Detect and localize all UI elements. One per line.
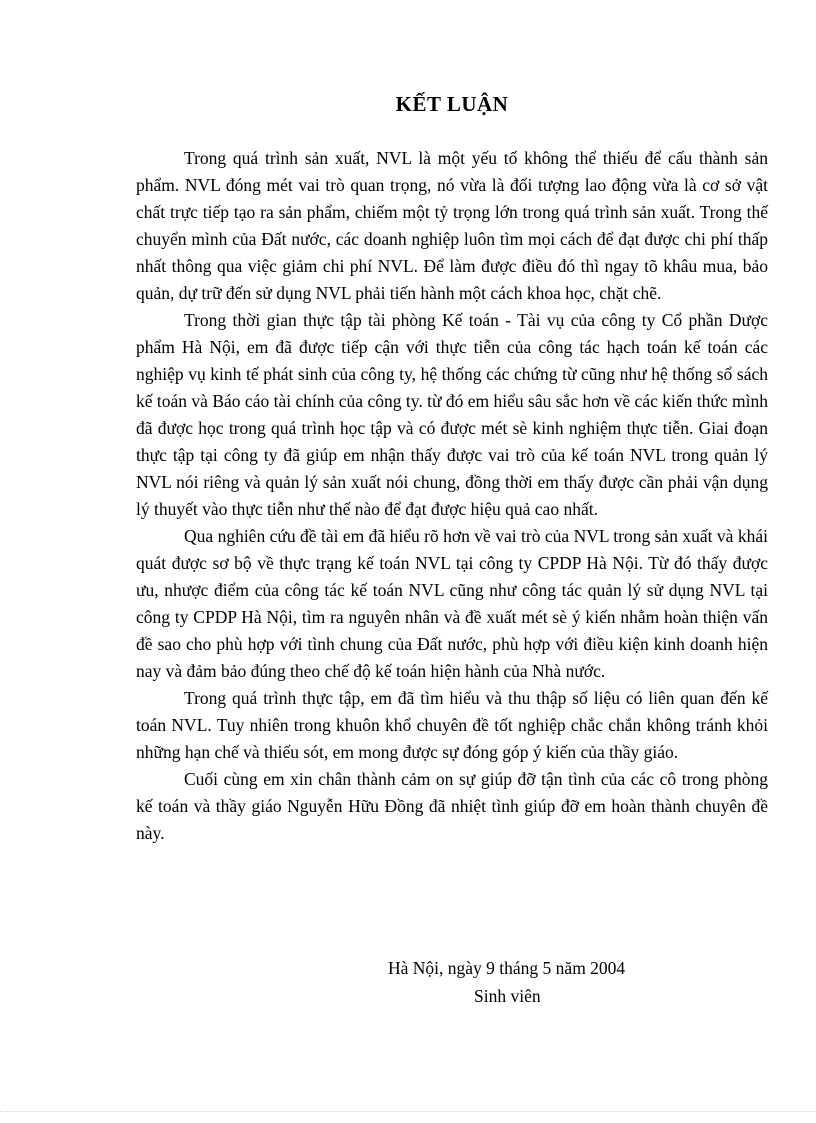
signature-role: Sinh viên [474, 986, 541, 1006]
document-page [136, 92, 768, 847]
signature-date-line: Hà Nội, ngày 9 tháng 5 năm 2004 [388, 958, 626, 978]
paragraph-2: Trong thời gian thực tập tài phòng Kế toán - Tài vụ của công ty Cổ phần Dược phẩm Hà Nội, em đã được tiếp cận với thực tiễn của công tác hạch toán kế toán các nghiệp vụ kinh tế phát sinh của công ty, hệ thống các chứng từ cũng như hệ thống sổ sách kế toán và Báo cáo tài chính của công ty. từ đó em hiểu sâu sắc hơn về các kiến thức mình đã được học trong quá trình học tập và có được mét sè kinh nghiệm thực tiễn. Giai đoạn thực tập tại công ty đã giúp em nhận thấy được vai trò của kế toán NVL trong quản lý NVL nói riêng và quản lý sản xuất nói chung, đồng thời em thấy được cần phải vận dụng lý thuyết vào thực tiễn như thế nào để đạt được hiệu quả cao nhất. [136, 310, 768, 519]
page-bottom-rule [0, 1111, 816, 1112]
paragraph-4: Trong quá trình thực tập, em đã tìm hiểu và thu thập số liệu có liên quan đến kế toán NVL. Tuy nhiên trong khuôn khổ chuyên đề tốt nghiệp chắc chắn không tránh khỏi những hạn chế và thiếu sót, em mong được sự đóng góp ý kiến của thầy giáo. [136, 688, 768, 762]
paragraph-1: Trong quá trình sản xuất, NVL là một yếu tố không thể thiếu để cấu thành sản phẩm. NVL đóng mét vai trò quan trọng, nó vừa là đối tượng lao động vừa là cơ sở vật chất trực tiếp tạo ra sản phẩm, chiếm một tỷ trọng lớn trong quá trình sản xuất. Trong thế chuyển mình của Đất nước, các doanh nghiệp luôn tìm mọi cách để đạt được chi phí thấp nhất thông qua việc giảm chi phí NVL. Để làm được điều đó thì ngay tõ khâu mua, bảo quản, dự trữ đến sử dụng NVL phải tiến hành một cách khoa học, chặt chẽ. [136, 148, 768, 303]
paragraph-3: Qua nghiên cứu đề tài em đã hiểu rõ hơn về vai trò của NVL trong sản xuất và khái quát được sơ bộ về thực trạng kế toán NVL tại công ty CPDP Hà Nội. Từ đó thấy được ưu, nhược điểm của công tác kế toán NVL cũng như công tác quản lý sử dụng NVL tại công ty CPDP Hà Nội, tìm ra nguyên nhân và đề xuất mét sè ý kiến nhằm hoàn thiện vấn đề sao cho phù hợp với tình chung của Đất nước, phù hợp với điều kiện kinh doanh hiện nay và đảm bảo đúng theo chế độ kế toán hiện hành của Nhà nước. [136, 526, 768, 681]
paragraph-5: Cuối cùng em xin chân thành cảm on sự giúp đỡ tận tình của các cô trong phòng kế toán và thầy giáo Nguyễn Hữu Đồng đã nhiệt tình giúp đỡ em hoàn thành chuyên đề này. [136, 769, 768, 843]
document-title: KẾT LUẬN [395, 92, 509, 116]
